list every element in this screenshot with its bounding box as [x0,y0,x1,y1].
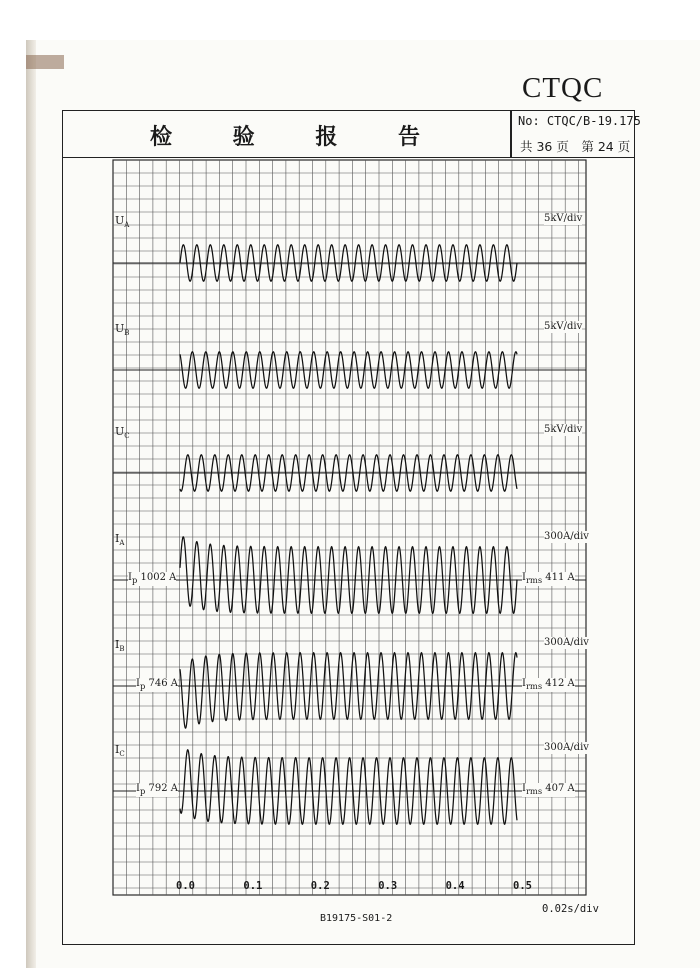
channel-symbol: U [115,214,125,227]
rms-symbol: I [522,678,526,689]
channel-scale: 300A/div [544,637,589,648]
rms-sub: rms [525,575,543,585]
channel-name [115,639,125,655]
title-char: 验 [232,125,255,150]
time-tick-label: 0.3 [378,880,398,892]
rms-current-label [522,783,575,797]
title-char: 报 [315,125,338,150]
peak-sub: p [139,786,146,796]
channel-phase: A [124,221,130,230]
time-tick-label: 0.1 [243,880,263,892]
title-char: 检 [150,125,173,150]
time-tick-label: 0.2 [310,880,330,892]
report-id: B19175-S01-2 [320,913,393,924]
channel-phase: A [119,539,125,548]
channel-name [115,533,124,549]
peak-current-label [128,572,176,586]
peak-current-label [136,783,178,797]
channel-symbol: I [115,638,120,651]
channel-name [115,323,129,339]
channel-phase: C [124,432,130,441]
rms-symbol: I [522,572,526,583]
rms-value: 412 A [542,678,575,689]
peak-symbol: I [128,572,132,583]
channel-symbol: I [115,532,120,545]
channel-name [115,426,130,442]
channel-scale: 300A/div [544,742,589,753]
rms-current-label [522,572,575,586]
channel-scale: 5kV/div [544,321,583,332]
channel-phase: B [119,645,125,654]
title-char: 告 [397,125,420,150]
peak-value: 746 A [145,678,178,689]
rms-value: 411 A [542,572,575,583]
time-scale-label: 0.02s/div [542,903,599,915]
channel-scale: 5kV/div [544,424,583,435]
brand-logo-text: CTQC [522,72,604,104]
peak-symbol: I [136,678,140,689]
rms-current-label [522,678,575,692]
document-number: No: CTQC/B-19.175 [518,114,641,128]
time-tick-label: 0.5 [513,880,532,892]
channel-symbol: U [115,425,125,438]
peak-sub: p [139,681,146,691]
channel-name [115,744,125,760]
rms-sub: rms [525,786,543,796]
rms-sub: rms [525,681,543,691]
peak-current-label [136,678,178,692]
channel-scale: 5kV/div [544,213,583,224]
peak-sub: p [131,575,138,585]
page-count: 共 36 页 第 24 页 [520,139,631,154]
rms-symbol: I [522,783,526,794]
channel-symbol: I [115,743,120,756]
channel-phase: B [124,329,130,338]
rms-value: 407 A [542,783,575,794]
channel-symbol: U [115,322,125,335]
peak-value: 1002 A [137,572,177,583]
peak-symbol: I [136,783,140,794]
peak-value: 792 A [145,783,178,794]
channel-name [115,215,129,231]
channel-scale: 300A/div [544,531,589,542]
channel-phase: C [119,750,125,759]
time-tick-label: 0.0 [176,880,195,892]
time-tick-label: 0.4 [445,880,465,892]
